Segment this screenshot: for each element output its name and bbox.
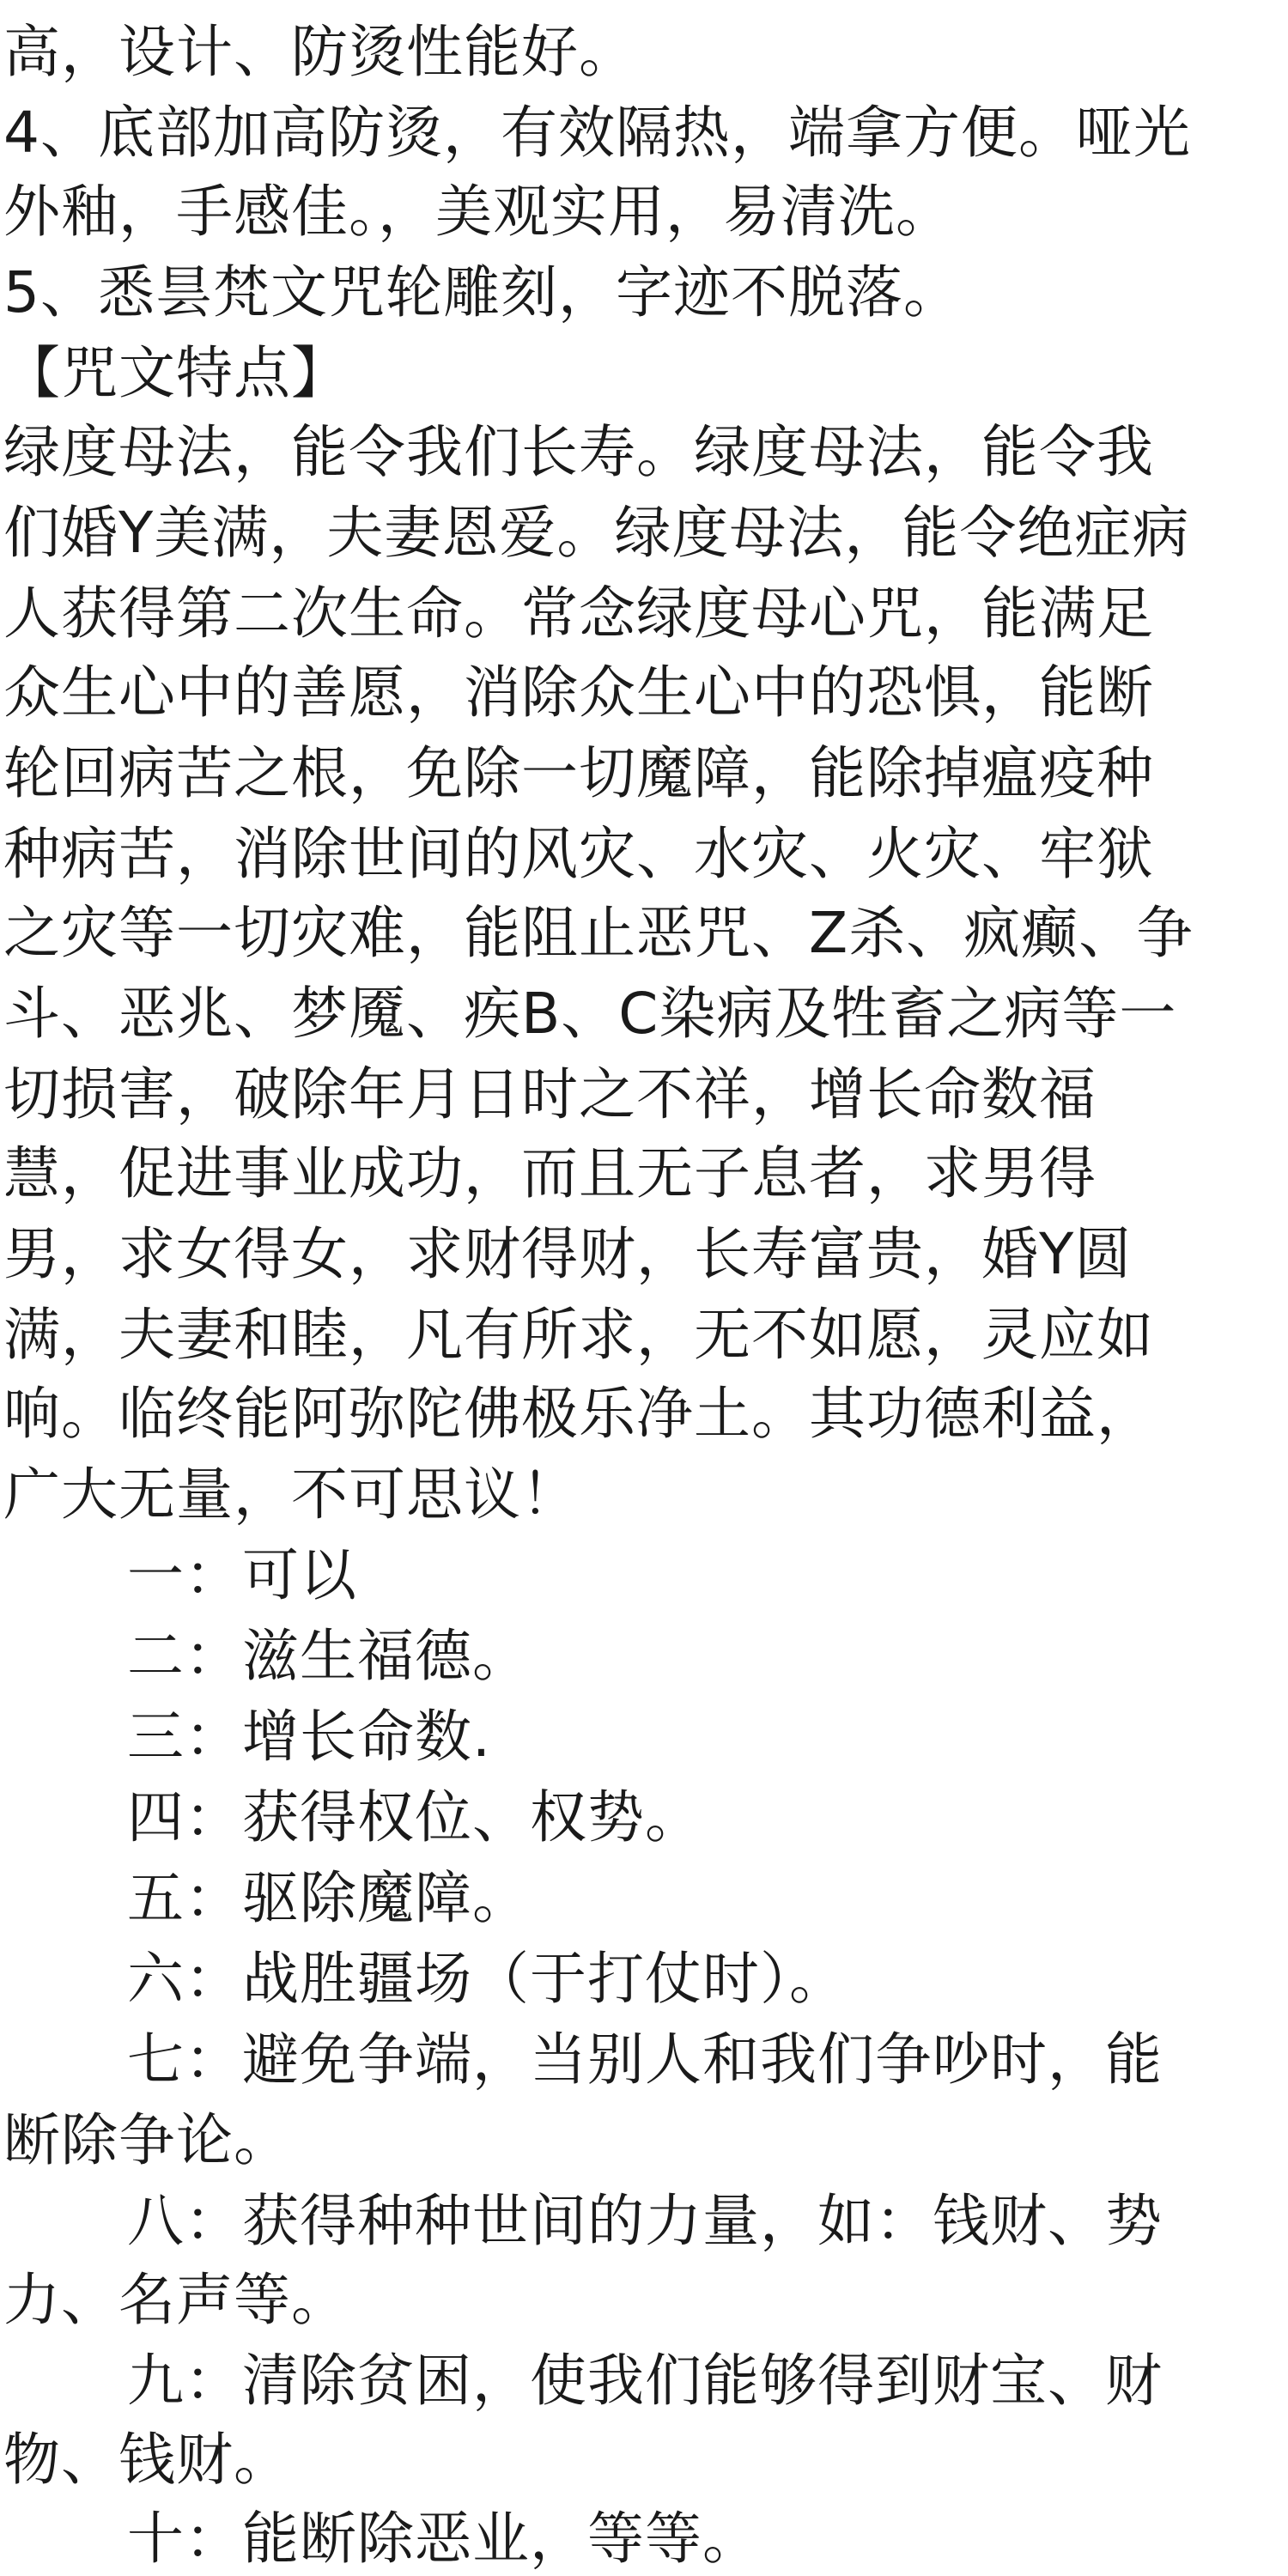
text-line: 外釉，手感佳。，美观实用，易清洗。	[3, 179, 953, 245]
text-line: 响。临终能阿弥陀佛极乐净土。其功德利益，	[3, 1381, 1154, 1447]
text-line: 绿度母法，能令我们长寿。绿度母法，能令我	[3, 419, 1154, 485]
text-line: 满，夫妻和睦，凡有所求，无不如愿，灵应如	[3, 1302, 1154, 1368]
benefit-item: 六：战胜疆场（于打仗时）。	[127, 1946, 847, 2012]
benefit-item: 五：驱除魔障。	[127, 1865, 530, 1931]
text-line: 切损害，破除年月日时之不祥，增长命数福	[3, 1061, 1097, 1127]
benefit-item-continuation: 物、钱财。	[3, 2427, 291, 2493]
benefit-item: 十：能断除恶业，等等。	[127, 2506, 760, 2572]
benefit-item-continuation: 力、名声等。	[3, 2267, 349, 2333]
benefit-item-continuation: 断除争论。	[3, 2107, 291, 2173]
text-line: 4、底部加高防烫，有效隔热，端拿方便。哑光	[3, 100, 1191, 166]
text-line: 高，设计、防烫性能好。	[3, 19, 636, 85]
benefit-item: 九：清除贫困，使我们能够得到财宝、财	[127, 2348, 1163, 2414]
section-heading: 【咒文特点】	[3, 340, 349, 406]
text-line: 慧，促进事业成功，而且无子息者，求男得	[3, 1140, 1097, 1206]
text-line: 广大无量，不可思议！	[3, 1461, 579, 1528]
text-line: 之灾等一切灾难，能阻止恶咒、Z杀、疯癫、争	[3, 900, 1194, 966]
benefit-item: 四：获得权位、权势。	[127, 1784, 702, 1850]
text-line: 5、悉昙梵文咒轮雕刻，字迹不脱落。	[3, 259, 961, 325]
text-line: 男，求女得女，求财得财，长寿富贵，婚Y圆	[3, 1221, 1133, 1287]
text-line: 们婚Y美满，夫妻恩爱。绿度母法，能令绝症病	[3, 500, 1190, 566]
text-line: 斗、恶兆、梦魇、疾B、C染病及牲畜之病等一	[3, 981, 1177, 1047]
text-line: 众生心中的善愿，消除众生心中的恐惧，能断	[3, 659, 1154, 726]
benefit-item: 七：避免争端，当别人和我们争吵时，能	[127, 2026, 1163, 2093]
benefit-item: 一：可以	[127, 1542, 357, 1608]
benefit-item: 二：滋生福德。	[127, 1623, 530, 1689]
benefit-item: 八：获得种种世间的力量，如：钱财、势	[127, 2188, 1163, 2254]
benefit-item: 三：增长命数.	[127, 1704, 491, 1770]
text-line: 轮回病苦之根，免除一切魔障，能除掉瘟疫种	[3, 740, 1154, 806]
text-line: 种病苦，消除世间的风灾、水灾、火灾、牢狱	[3, 821, 1154, 887]
text-line: 人获得第二次生命。常念绿度母心咒，能满足	[3, 580, 1154, 647]
